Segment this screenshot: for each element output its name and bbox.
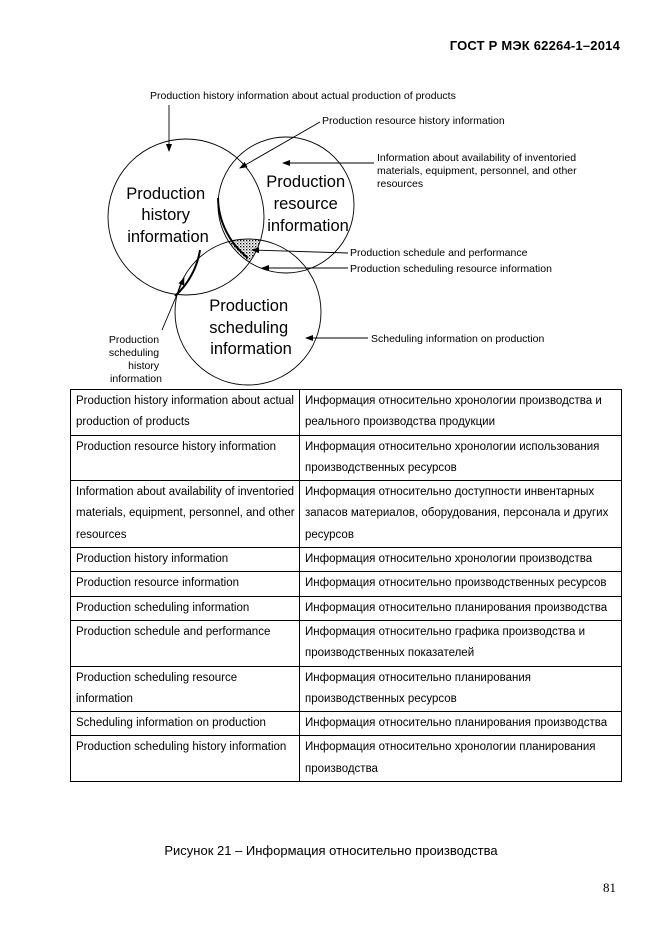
resource-circle-label: Production resource information — [266, 173, 349, 235]
english-term-cell: Information about availability of inventoried materials, equipment, personnel, and other resources — [71, 481, 300, 548]
callout-actual-production: Production history information about actual production of products — [150, 90, 456, 102]
russian-term-cell: Информация относительно планирования производственных ресурсов — [300, 666, 622, 712]
english-term-cell: Production scheduling information — [71, 596, 300, 620]
callout-availability: Information about availability of inventoried materials, equipment, personnel, and other resources — [377, 152, 577, 190]
table-row — [71, 596, 622, 620]
table-row — [71, 548, 622, 572]
callout-resource-history: Production resource history information — [322, 115, 505, 127]
venn-diagram — [0, 0, 662, 390]
table-row — [71, 736, 622, 782]
history-circle-label: Production history information — [126, 185, 209, 246]
callout-scheduling-on-production: Scheduling information on production — [371, 333, 545, 345]
russian-term-cell: Информация относительно производственных ресурсов — [300, 572, 622, 596]
table-row — [71, 390, 622, 436]
russian-term-cell: Информация относительно хронологии использования производственных ресурсов — [300, 435, 622, 481]
table-row — [71, 481, 622, 548]
english-term-cell: Production scheduling resource information — [71, 666, 300, 712]
table-row — [71, 666, 622, 712]
table-row — [71, 435, 622, 481]
russian-term-cell: Информация относительно графика производства и производственных показателей — [300, 620, 622, 666]
scheduling-circle-label: Production scheduling information — [209, 297, 292, 358]
russian-term-cell: Информация относительно хронологии производства — [300, 548, 622, 572]
callout-schedule-performance: Production schedule and performance — [350, 247, 528, 259]
arrow-schedule-performance — [252, 250, 348, 253]
russian-term-cell: Информация относительно планирования производства — [300, 712, 622, 736]
russian-term-cell: Информация относительно хронологии планирования производства — [300, 736, 622, 782]
arrow-resource-history — [240, 122, 320, 168]
callout-scheduling-resource: Production scheduling resource information — [350, 263, 552, 275]
english-term-cell: Production resource history information — [71, 435, 300, 481]
russian-term-cell: Информация относительно хронологии производства и реального производства продукции — [300, 390, 622, 436]
table-row — [71, 620, 622, 666]
english-term-cell: Scheduling information on production — [71, 712, 300, 736]
standard-code: ГОСТ Р МЭК 62264-1–2014 — [449, 38, 620, 53]
russian-term-cell: Информация относительно планирования производства — [300, 596, 622, 620]
figure-caption: Рисунок 21 – Информация относительно производства — [164, 843, 498, 858]
table-row — [71, 572, 622, 596]
page-number: 81 — [603, 880, 616, 895]
arrow-scheduling-history — [162, 278, 184, 330]
translation-table — [70, 389, 622, 782]
english-term-cell: Production history information — [71, 548, 300, 572]
english-term-cell: Production scheduling history information — [71, 736, 300, 782]
english-term-cell: Production history information about actual production of products — [71, 390, 300, 436]
russian-term-cell: Информация относительно доступности инвентарных запасов материалов, оборудования, персонала и других ресурсов — [300, 481, 622, 548]
english-term-cell: Production resource information — [71, 572, 300, 596]
table-row — [71, 712, 622, 736]
callout-scheduling-history: Production scheduling history information — [108, 334, 162, 385]
english-term-cell: Production schedule and performance — [71, 620, 300, 666]
